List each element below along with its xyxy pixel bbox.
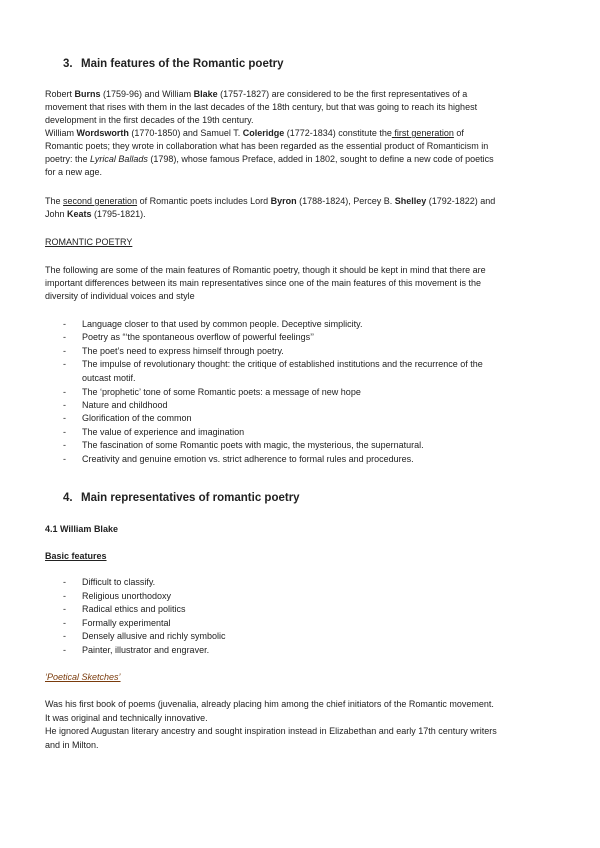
second-generation-term: second generation bbox=[63, 196, 138, 206]
intro-line-3: diversity of individual voices and style bbox=[45, 291, 195, 301]
sketches-line-2: It was original and technically innovative. bbox=[45, 713, 208, 723]
list-item: Radical ethics and politics bbox=[82, 604, 186, 614]
paragraph-1-line-1: Robert Burns (1759-96) and William Blake (1757-1827) are considered to be the first representatives of a bbox=[45, 89, 468, 99]
bullet-marker: - bbox=[63, 604, 66, 614]
sketches-line-4: and in Milton. bbox=[45, 740, 99, 750]
bullet-marker: - bbox=[63, 577, 66, 587]
list-item: Difficult to classify. bbox=[82, 577, 156, 587]
list-item: Painter, illustrator and engraver. bbox=[82, 645, 210, 655]
sketches-line-3: He ignored Augustan literary ancestry and sought inspiration instead in Elizabethan and early 17th century writers bbox=[45, 726, 497, 736]
list-item: The fascination of some Romantic poets with magic, the mysterious, the supernatural. bbox=[82, 440, 424, 450]
paragraph-1-line-6: poetry: the Lyrical Ballads (1798), whose famous Preface, added in 1802, sought to define a new code of poetics bbox=[45, 154, 494, 164]
sketches-line-1: Was his first book of poems (juvenalia, already placing him among the chief initiators of the Romantic movement. bbox=[45, 699, 494, 709]
paragraph-1-line-5: Romantic poets; they wrote in collaboration what has been regarded as the essential product of Romanticism in bbox=[45, 141, 489, 151]
list-item: Glorification of the common bbox=[82, 413, 192, 423]
list-item: The ‘prophetic’ tone of some Romantic poets: a message of new hope bbox=[82, 387, 361, 397]
bullet-marker: - bbox=[63, 645, 66, 655]
bullet-marker: - bbox=[63, 387, 66, 397]
intro-line-1: The following are some of the main features of Romantic poetry, though it should be kept in mind that there are bbox=[45, 265, 486, 275]
list-item: Nature and childhood bbox=[82, 400, 168, 410]
bullet-marker: - bbox=[63, 591, 66, 601]
bullet-marker: - bbox=[63, 346, 66, 356]
bullet-marker: - bbox=[63, 319, 66, 329]
subsection-4-1-title: 4.1 William Blake bbox=[45, 524, 118, 534]
paragraph-1-line-3: development in the first decades of the 19th century. bbox=[45, 115, 254, 125]
bullet-marker: - bbox=[63, 454, 66, 464]
list-item: The value of experience and imagination bbox=[82, 427, 245, 437]
romantic-poetry-subheading: ROMANTIC POETRY bbox=[45, 237, 133, 247]
list-item-continuation: outcast motif. bbox=[82, 373, 136, 383]
paragraph-1-line-2: movement that rises with them in the last decades of the 18th century, but that was going to reach its highest bbox=[45, 102, 478, 112]
bullet-marker: - bbox=[63, 332, 66, 342]
section-3-title: Main features of the Romantic poetry bbox=[81, 58, 284, 70]
paragraph-2-line-1: The second generation of Romantic poets includes Lord Byron (1788-1824), Percey B. Shelley (1792-1822) and bbox=[45, 196, 496, 206]
paragraph-1-line-7: for a new age. bbox=[45, 167, 103, 177]
section-4-number: 4. bbox=[63, 492, 73, 504]
bullet-marker: - bbox=[63, 631, 66, 641]
first-generation-term: first generation bbox=[391, 128, 454, 138]
section-3-number: 3. bbox=[63, 58, 73, 70]
bullet-marker: - bbox=[63, 618, 66, 628]
section-4-title: Main representatives of romantic poetry bbox=[81, 492, 300, 504]
list-item: Densely allusive and richly symbolic bbox=[82, 631, 226, 641]
paragraph-1-line-4: William Wordsworth (1770-1850) and Samuel T. Coleridge (1772-1834) constitute the first generation of bbox=[45, 128, 464, 138]
list-item: The impulse of revolutionary thought: the critique of established institutions and the recurrence of the bbox=[82, 359, 483, 369]
poetical-sketches-label: ‘Poetical Sketches’ bbox=[45, 672, 121, 682]
bullet-marker: - bbox=[63, 400, 66, 410]
lyrical-ballads-title: Lyrical Ballads bbox=[90, 154, 148, 164]
bullet-marker: - bbox=[63, 440, 66, 450]
list-item: Creativity and genuine emotion vs. strict adherence to formal rules and procedures. bbox=[82, 454, 414, 464]
paragraph-2-line-2: John Keats (1795-1821). bbox=[45, 209, 146, 219]
list-item: Language closer to that used by common people. Deceptive simplicity. bbox=[82, 319, 363, 329]
list-item: Formally experimental bbox=[82, 618, 171, 628]
bullet-marker: - bbox=[63, 427, 66, 437]
bullet-marker: - bbox=[63, 359, 66, 369]
intro-line-2: important differences between its main representatives since one of the main features of this movement is the bbox=[45, 278, 482, 288]
basic-features-label: Basic features bbox=[45, 551, 107, 561]
list-item: Religious unorthodoxy bbox=[82, 591, 172, 601]
list-item: The poet’s need to express himself through poetry. bbox=[82, 346, 284, 356]
list-item: Poetry as “‘the spontaneous overflow of powerful feelings’’ bbox=[82, 332, 314, 342]
bullet-marker: - bbox=[63, 413, 66, 423]
